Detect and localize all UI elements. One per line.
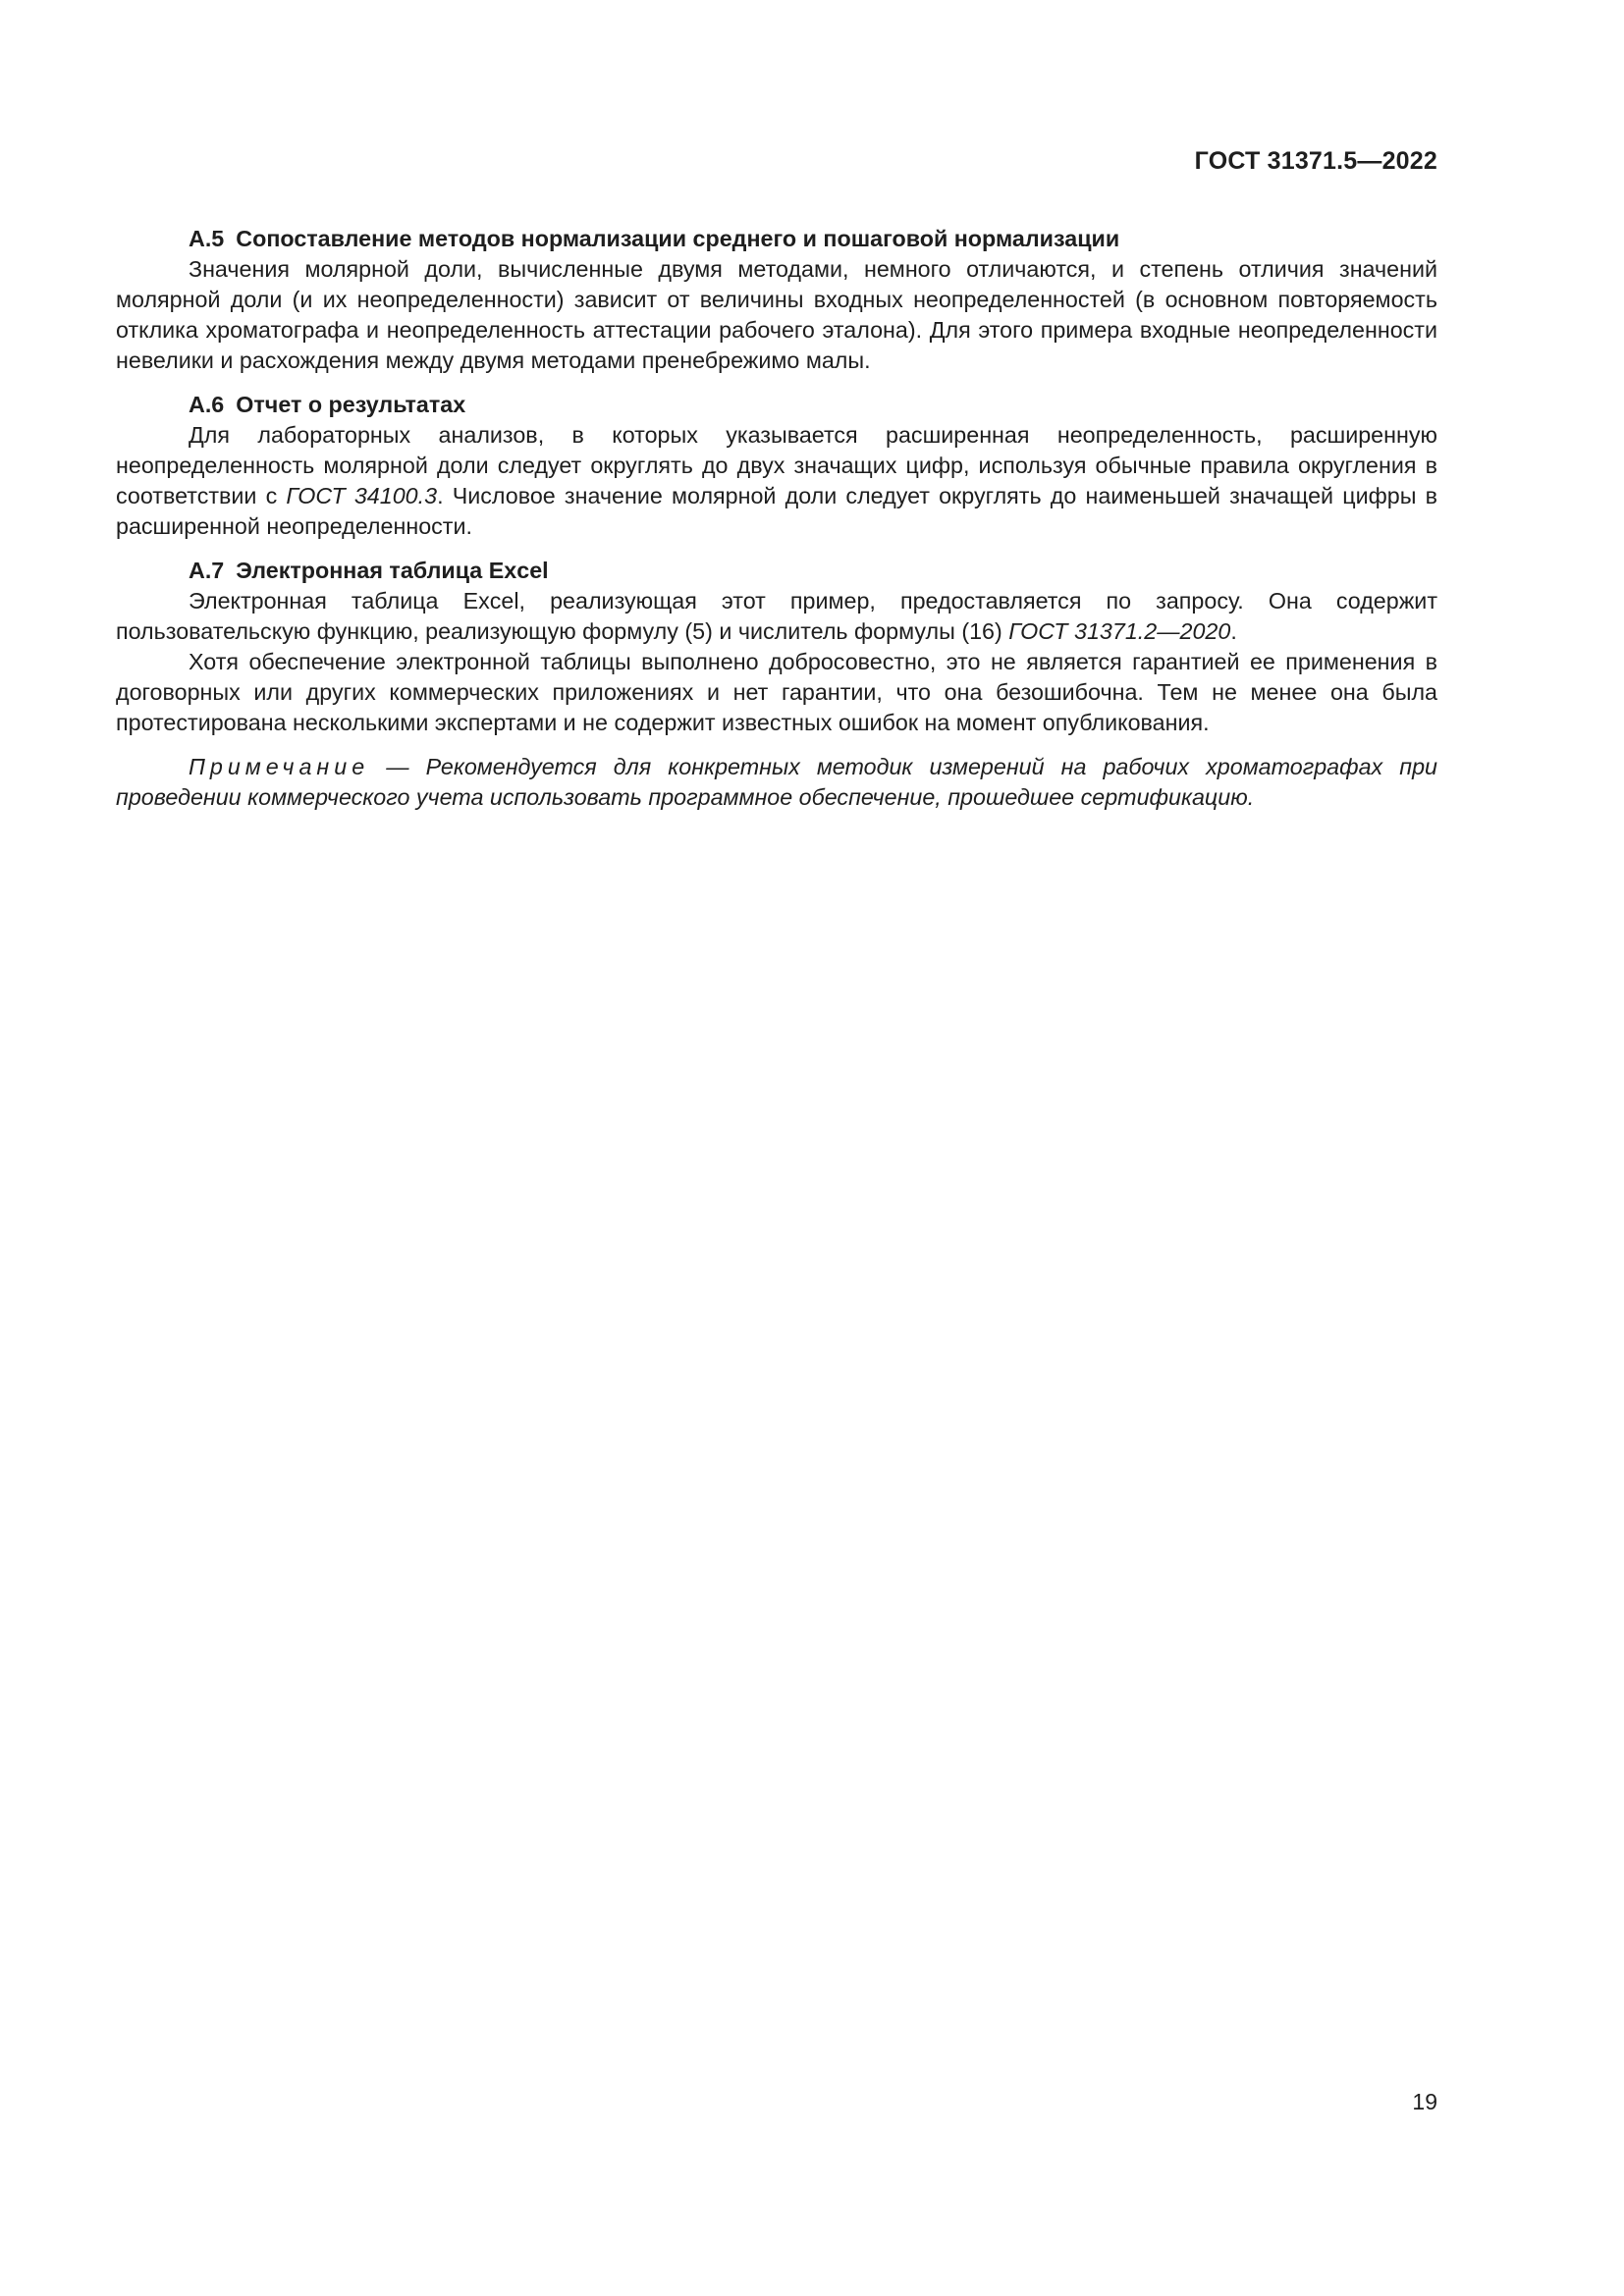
note xyxy=(116,752,1437,813)
paragraph: Значения молярной доли, вычисленные двумя методами, немного отличаются, и степень отличия значений молярной доли (и их неопределенности) зависит от величины входных неопределенностей (в основном повторяемость отклика хроматографа и неопределенность аттестации рабочего эталона). Для этого примера входные неопределенности невелики и расхождения между двумя методами пренебрежимо малы. xyxy=(116,256,1437,373)
page-number: 19 xyxy=(1412,2089,1437,2114)
section-heading xyxy=(116,556,1437,586)
section-number: А.5 xyxy=(189,226,225,251)
paragraph-text: . Числовое значение молярной доли следует округлять до наименьшей значащей цифры в расширенной неопределенности. xyxy=(116,483,1437,539)
paragraph xyxy=(116,586,1437,647)
standard-reference: ГОСТ 34100.3 xyxy=(286,483,438,508)
section-title: Электронная таблица Excel xyxy=(236,558,549,583)
section-title: Отчет о результатах xyxy=(236,392,466,417)
paragraph-text: . xyxy=(1230,618,1237,644)
paragraph xyxy=(116,420,1437,542)
section-a6 xyxy=(116,390,1437,542)
section-a5 xyxy=(116,224,1437,376)
note-label: Примечание xyxy=(189,754,370,779)
paragraph-text: Для лабораторных анализов, в которых указывается расширенная неопределенность, расширенную неопределенность молярной доли следует округлять до двух значащих цифр, используя обычные правила округления в соответствии с xyxy=(116,422,1437,508)
section-heading xyxy=(116,390,1437,420)
document-body xyxy=(116,224,1437,813)
section-number: А.6 xyxy=(189,392,225,417)
paragraph: Хотя обеспечение электронной таблицы выполнено добросовестно, это не является гарантией ее применения в договорных или других коммерческих приложениях и нет гарантии, что она безошибочна. Тем не менее она была протестирована несколькими экспертами и не содержит известных ошибок на момент опубликования. xyxy=(116,649,1437,735)
section-a7 xyxy=(116,556,1437,738)
paragraph-text: Электронная таблица Excel, реализующая этот пример, предоставляется по запросу. Она содержит пользовательскую функцию, реализующую формулу (5) и числитель формулы (16) xyxy=(116,588,1437,644)
section-title: Сопоставление методов нормализации среднего и пошаговой нормализации xyxy=(236,226,1120,251)
standard-reference: ГОСТ 31371.2—2020 xyxy=(1008,618,1231,644)
document-id: ГОСТ 31371.5—2022 xyxy=(1194,147,1437,175)
section-number: А.7 xyxy=(189,558,225,583)
section-heading xyxy=(116,224,1437,254)
note-text: — Рекомендуется для конкретных методик измерений на рабочих хроматографах при проведении коммерческого учета использовать программное обеспечение, прошедшее сертификацию. xyxy=(116,754,1437,810)
